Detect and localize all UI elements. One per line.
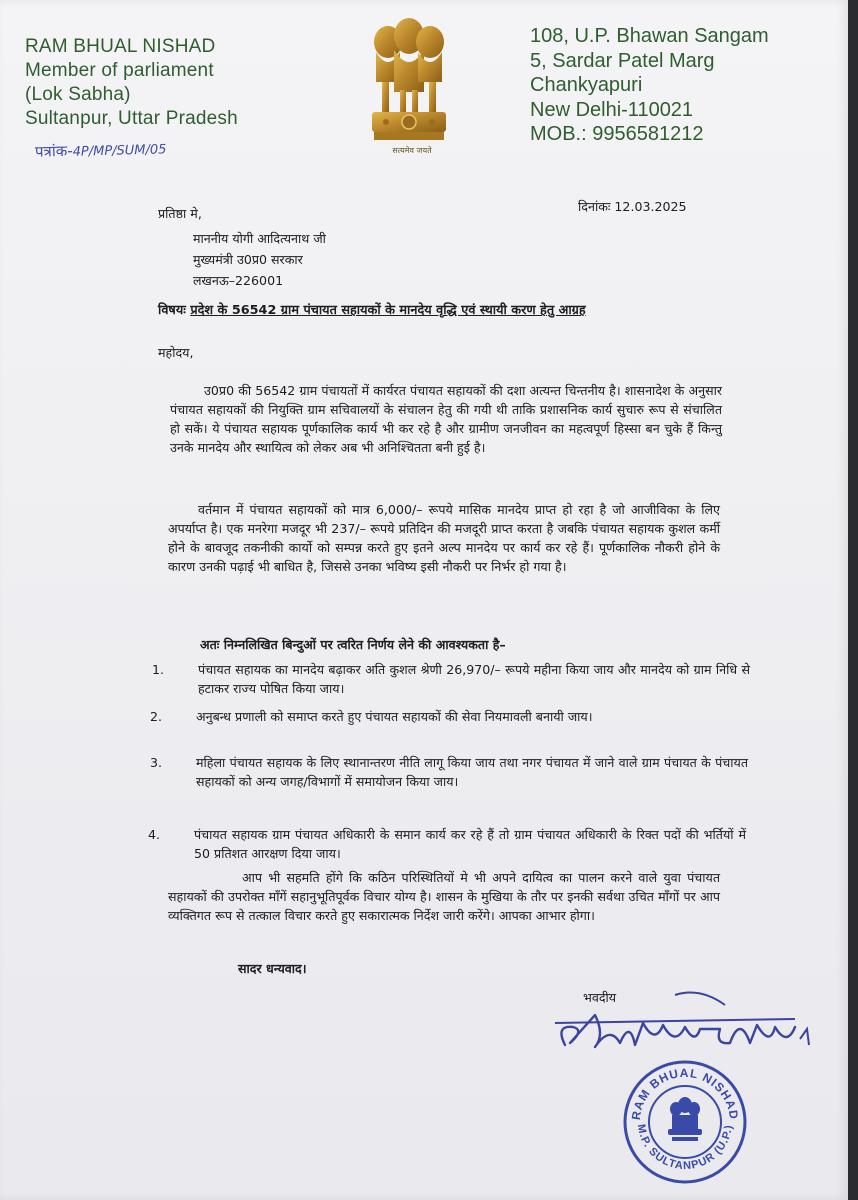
address-line-4: New Delhi-110021 xyxy=(530,98,694,121)
point-text: अनुबन्ध प्रणाली को समाप्त करते हुए पंचायत सहायकों की सेवा नियमावली बनायी जाय। xyxy=(196,709,593,724)
addressee-block xyxy=(193,228,326,291)
points-heading: अतः निम्नलिखित बिन्दुओं पर त्वरित निर्णय लेने की आवश्यकता है– xyxy=(200,637,506,652)
point-number: 3. xyxy=(150,755,163,770)
recipient-prefix: प्रतिष्ठा मे, xyxy=(158,206,202,221)
closing-thanks: सादर धन्यवाद। xyxy=(238,961,307,976)
subject-line xyxy=(158,300,586,318)
addressee-line-2: मुख्यमंत्री उ0प्र0 सरकार xyxy=(193,252,303,267)
sender-designation: Member of parliament xyxy=(25,60,214,81)
valediction: भवदीय xyxy=(583,990,617,1005)
sender-name: RAM BHUAL NISHAD xyxy=(25,36,216,57)
point-text: पंचायत सहायक ग्राम पंचायत अधिकारी के समान कार्य कर रहे हैं तो ग्राम पंचायत अधिकारी के रिक्त पदों की भर्तियों में 50 प्रतिशत आरक्षण दिया जाय। xyxy=(194,827,746,861)
salutation: महोदय, xyxy=(158,345,194,360)
official-stamp xyxy=(620,1057,750,1187)
sender-house: (Lok Sabha) xyxy=(25,84,131,105)
letterhead-right xyxy=(530,24,769,147)
point-number: 1. xyxy=(152,662,165,677)
reference-number: 4P/MP/SUM/05 xyxy=(72,142,167,160)
handwritten-reference xyxy=(35,138,167,161)
address-line-3: Chankyapuri xyxy=(530,74,643,96)
svg-text:M.P. SULTANPUR (U.P.): M.P. SULTANPUR (U.P.) xyxy=(634,1123,735,1173)
emblem-motto: सत्यमेव जयते xyxy=(392,146,432,155)
address-line-1: 108, U.P. Bhawan Sangam xyxy=(530,25,769,47)
reference-label: पत्रांक- xyxy=(34,141,73,161)
point-number: 2. xyxy=(150,709,163,724)
paragraph-1: उ0प्र0 की 56542 ग्राम पंचायतों में कार्यरत पंचायत सहायकों की दशा अत्यन्त चिन्तनीय है। शासनादेश के अनुसार पंचायत सहायकों की नियुक्ति ग्राम सचिवालयों के संचालन हेतु की गयी थी ताकि प्रशासनिक कार्य सुचारु रूप से संचालित हो सकें। ये पंचायत सहायक पूर्णकालिक कार्य भी कर रहे है और ग्रामीण जनजीवन का महत्वपूर्ण हिस्सा बन चुके हैं किन्तु उनके मानदेय और स्थायित्व को लेकर अब भी अनिश्चितता बनी हुई है। xyxy=(170,383,722,455)
addressee-line-1: माननीय योगी आदित्यनाथ जी xyxy=(193,231,326,246)
svg-text:RAM BHUAL NISHAD: RAM BHUAL NISHAD xyxy=(628,1065,742,1121)
national-emblem-icon xyxy=(366,12,452,162)
letterhead-left xyxy=(25,35,238,131)
sender-constituency: Sultanpur, Uttar Pradesh xyxy=(25,108,238,129)
subject-label: विषयः xyxy=(158,303,186,318)
address-line-2: 5, Sardar Patel Marg xyxy=(530,49,715,72)
addressee-line-3: लखनऊ–226001 xyxy=(193,273,284,288)
mobile-number: MOB.: 9956581212 xyxy=(530,123,704,145)
point-text: महिला पंचायत सहायक के लिए स्थानान्तरण नीति लागू किया जाय तथा नगर पंचायत में जाने वाले ग्राम पंचायत के पंचायत सहायकों को अन्य जगह/विभागों में समायोजन किया जाय। xyxy=(196,755,748,789)
paragraph-3: आप भी सहमति होंगे कि कठिन परिस्थितियों मे भी अपने दायित्व का पालन करने वाले युवा पंचायत सहायकों की उपरोक्त माँगें सहानुभूतिपूर्वक विचार योग्य है। शासन के मुखिया के तौर पर इनकी सर्वथा उचित माँगों पर आप व्यक्तिगत रूप से तत्काल विचार करते हुए सकारात्मक निर्देश जारी करेंगे। आपका आभार होगा। xyxy=(168,870,720,923)
point-number: 4. xyxy=(148,827,161,842)
handwritten-signature xyxy=(525,985,825,1065)
subject-text: प्रदेश के 56542 ग्राम पंचायत सहायकों के मानदेय वृद्धि एवं स्थायी करण हेतु आग्रह xyxy=(190,303,586,318)
paragraph-2: वर्तमान में पंचायत सहायकों को मात्र 6,000/– रूपये मासिक मानदेय प्राप्त हो रहा है जो आजीविका के लिए अपर्याप्त है। एक मनरेगा मजदूर भी 237/– रूपये प्रतिदिन की मजदूरी प्राप्त करता है जबकि पंचायत सहायक कुशल कर्मी होने के बावजूद तकनीकी कार्यो को सम्पन्न करते हुए इतने अल्प मानदेय पर कार्य कर रहे हैं। पूर्णकालिक नौकरी होने के कारण उनकी पढ़ाई भी बाधित है, जिससे उनका भविष्य इसी नौकरी पर निर्भर हो गया है। xyxy=(168,502,720,574)
letter-date: दिनांकः 12.03.2025 xyxy=(578,199,687,214)
point-text: पंचायत सहायक का मानदेय बढ़ाकर अति कुशल श्रेणी 26,970/– रूपये महीना किया जाय और मानदेय को ग्राम निधि से हटाकर राज्य पोषित किया जाय। xyxy=(198,662,750,696)
